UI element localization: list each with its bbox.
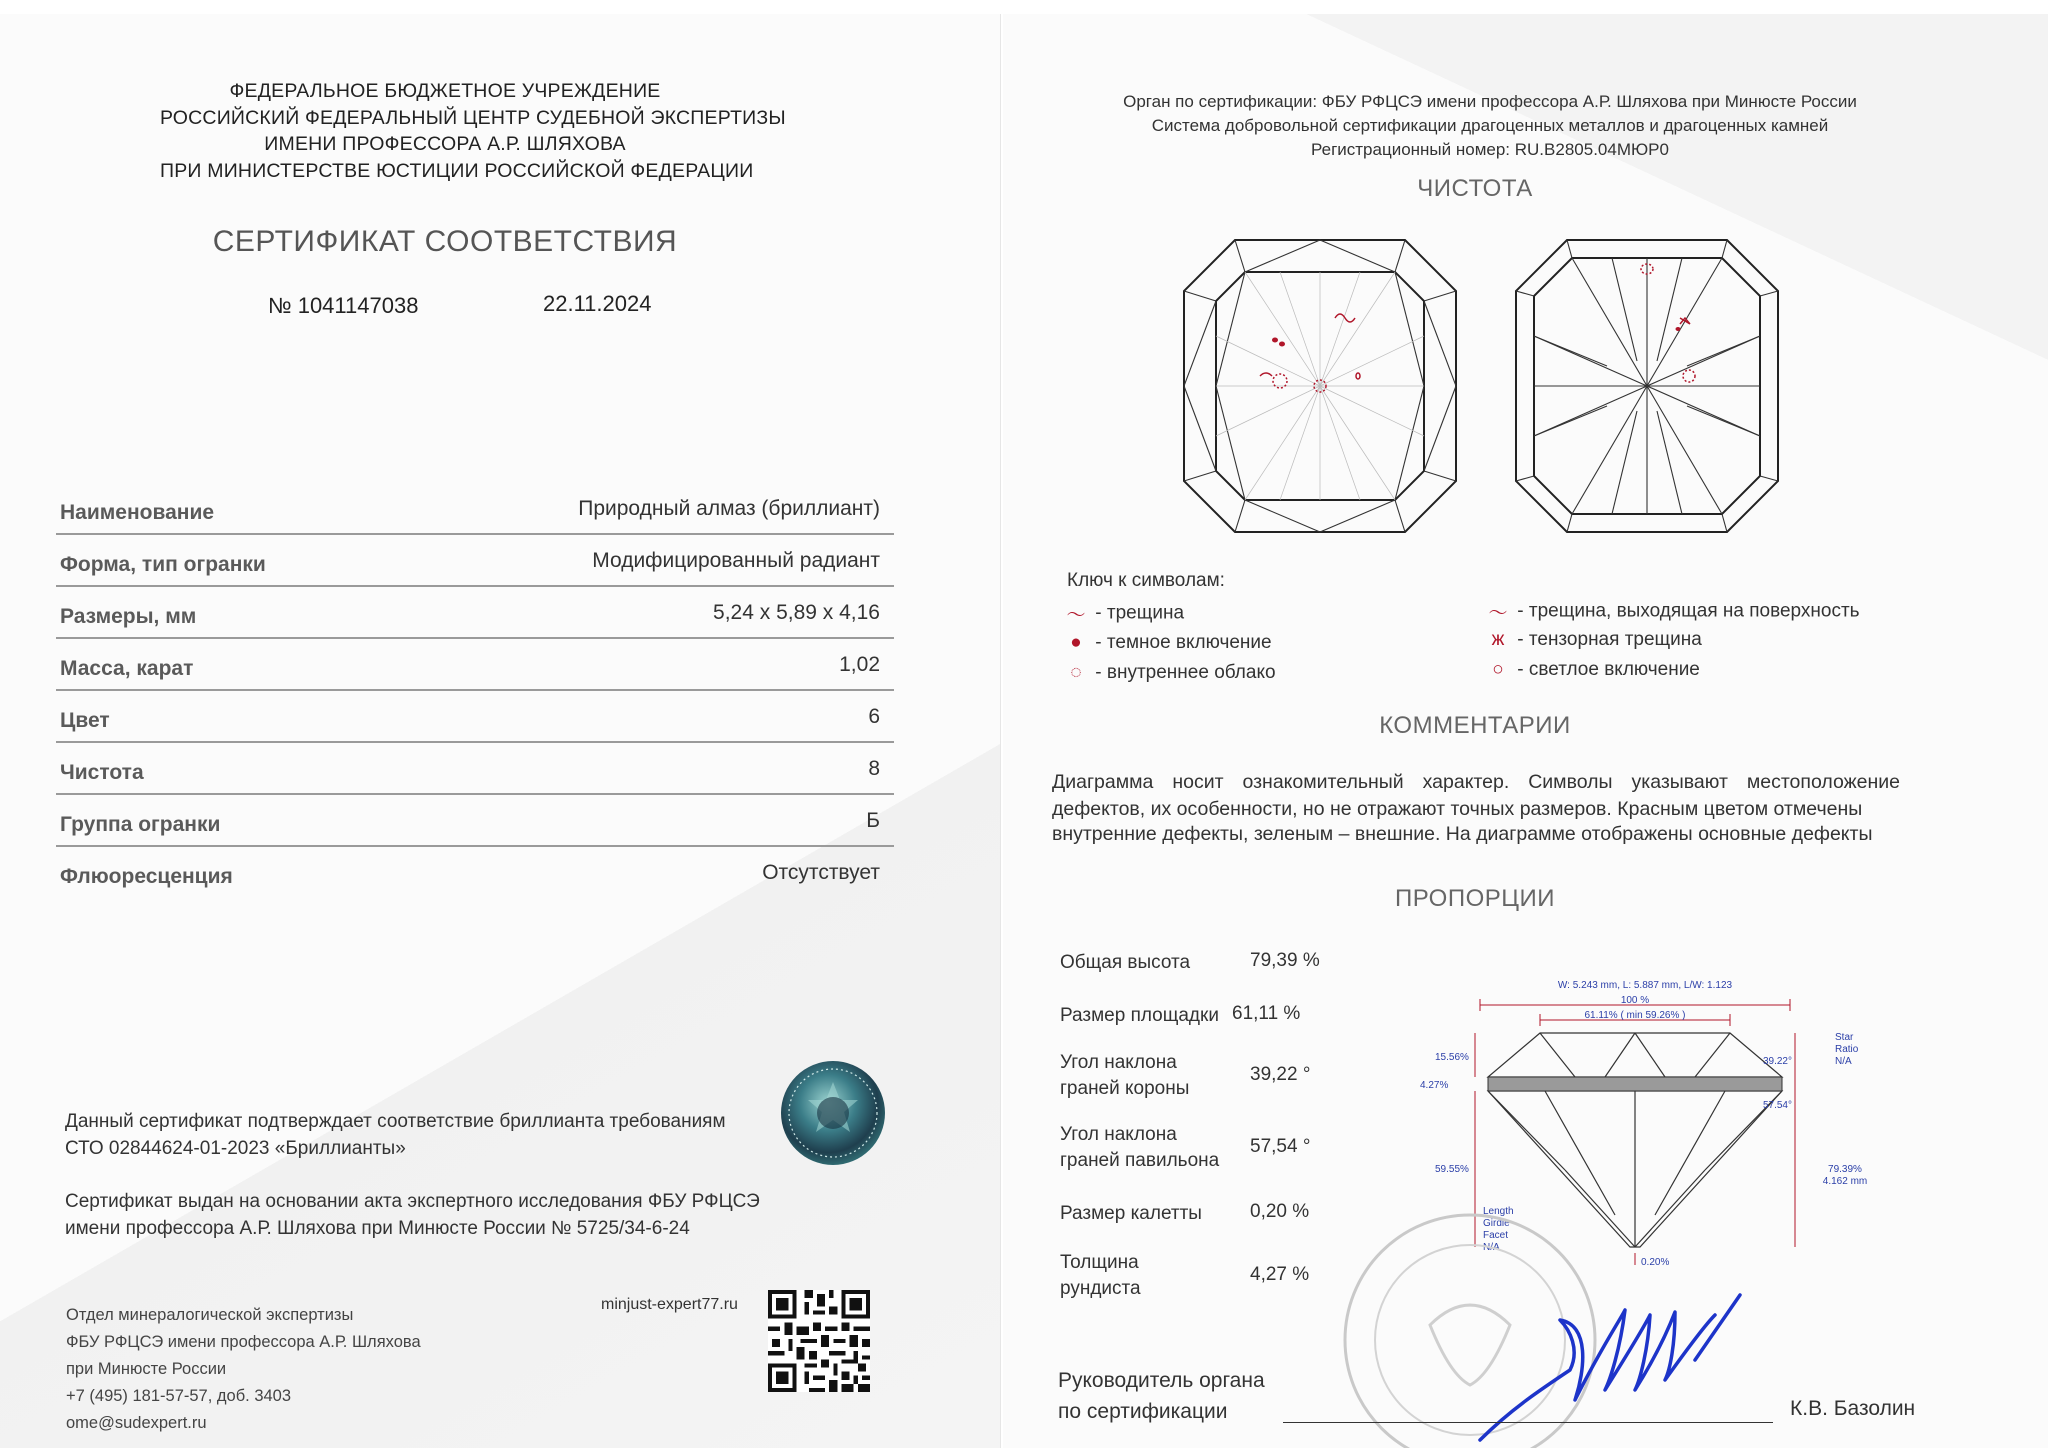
proportion-value: 0,20 % — [1250, 1201, 1310, 1222]
issuance-basis: Сертификат выдан на основании акта экспертного исследования ФБУ РФЦСЭ имени профессора А.Р. Шляхова при Минюсте России № 5725/34-6-24 — [65, 1191, 760, 1239]
signer-name: К.В. Базолин — [1790, 1397, 1916, 1420]
department-line: при Минюсте России — [66, 1360, 227, 1378]
tension-crack-symbol-icon: ж — [1491, 629, 1505, 650]
department-line: ФБУ РФЦСЭ имени профессора А.Р. Шляхова — [66, 1333, 421, 1351]
clarity-section-title: ЧИСТОТА — [1417, 175, 1533, 202]
department-contacts — [66, 1302, 421, 1437]
key-item-label: - трещина — [1095, 602, 1185, 624]
header-line: Регистрационный номер: RU.B2805.04МЮР0 — [1311, 140, 1669, 159]
property-value: Модифицированный радиант — [592, 549, 880, 572]
institution-line: ИМЕНИ ПРОФЕССОРА А.Р. ШЛЯХОВА — [264, 133, 626, 155]
profile-table-size: 61.11% ( min 59.26% ) — [1584, 1010, 1686, 1021]
property-label: Наименование — [60, 501, 215, 524]
signatory-title — [1058, 1365, 1265, 1427]
property-row — [56, 847, 894, 897]
profile-star-ratio-line: Ratio — [1835, 1044, 1859, 1055]
profile-total-depth: 79.39% — [1828, 1164, 1862, 1175]
profile-star-ratio-value: N/A — [1835, 1056, 1852, 1067]
comments-section-title: КОММЕНТАРИИ — [1379, 712, 1571, 739]
comments-text: Диаграмма носит ознакомительный характер. Символы указывают местоположение дефектов, их особенности, но не отражают точных размеров. Красным цветом отмечены — [1052, 771, 1900, 820]
key-item-internal-cloud — [1062, 662, 1276, 684]
profile-girdle-thickness: 4.27% — [1420, 1080, 1449, 1091]
clarity-plot-pavilion-view — [1512, 236, 1782, 536]
proportion-value: 39,22 ° — [1250, 1064, 1311, 1085]
department-email[interactable]: ome@sudexpert.ru — [66, 1414, 207, 1432]
proportion-value: 4,27 % — [1250, 1264, 1310, 1285]
key-item-label: - темное включение — [1095, 632, 1272, 654]
profile-total-depth-mm: 4.162 mm — [1822, 1176, 1868, 1187]
key-item-label: - трещина, выходящая на поверхность — [1517, 600, 1860, 622]
proportion-label: Размер площадки — [1060, 1005, 1219, 1026]
certificate-number: № 1041147038 — [268, 293, 419, 318]
website-link[interactable]: minjust-expert77.ru — [601, 1296, 738, 1313]
hologram-seal-icon — [780, 1060, 886, 1166]
property-row — [56, 795, 894, 847]
key-item-label: - тензорная трещина — [1517, 629, 1702, 651]
property-label: Флюоресценция — [60, 865, 233, 888]
proportions-section-title: ПРОПОРЦИИ — [1394, 885, 1556, 912]
property-value: 8 — [868, 757, 880, 780]
key-item-light-inclusion — [1484, 659, 1700, 681]
department-phone: +7 (495) 181-57-57, доб. 3403 — [66, 1387, 292, 1405]
profile-lgf-line: Facet — [1483, 1230, 1509, 1241]
comments-text-last-line: внутренние дефекты, зеленым – внешние. На диаграмме отображены основные дефекты — [1052, 823, 1873, 845]
surface-crack-symbol-icon: 〜 — [1488, 603, 1508, 624]
institution-line: РОССИЙСКИЙ ФЕДЕРАЛЬНЫЙ ЦЕНТР СУДЕБНОЙ ЭКСПЕРТИЗЫ — [160, 106, 786, 129]
light-inclusion-symbol-icon: ○ — [1492, 659, 1504, 680]
profile-pavilion-depth: 59.55% — [1435, 1164, 1469, 1175]
dark-inclusion-symbol-icon: ● — [1070, 632, 1082, 653]
signatory-title-line: Руководитель органа — [1058, 1369, 1265, 1392]
key-item-dark-inclusion — [1062, 632, 1272, 654]
property-label: Форма, тип огранки — [60, 553, 266, 576]
profile-crown-height: 15.56% — [1435, 1052, 1469, 1063]
key-item-tension-crack — [1484, 629, 1702, 651]
property-row — [56, 535, 894, 587]
signatory-title-line: по сертификации — [1058, 1400, 1228, 1423]
profile-pavilion-angle: 57.54° — [1762, 1100, 1792, 1111]
profile-total-width: 100 % — [1620, 995, 1650, 1006]
header-line: Орган по сертификации: ФБУ РФЦСЭ имени профессора А.Р. Шляхова при Минюсте России — [1123, 92, 1857, 111]
profile-crown-angle: 39.22° — [1762, 1056, 1792, 1067]
proportion-value: 61,11 % — [1232, 1003, 1301, 1024]
certificate-date: 22.11.2024 — [543, 291, 652, 316]
crack-symbol-icon: 〜 — [1066, 605, 1086, 626]
property-row — [56, 483, 894, 535]
proportion-value: 57,54 ° — [1250, 1136, 1311, 1157]
certificate-title: СЕРТИФИКАТ СООТВЕТСТВИЯ — [212, 225, 678, 258]
property-value: 1,02 — [839, 653, 880, 676]
profile-lgf-value: N/A — [1483, 1242, 1500, 1253]
key-item-label: - внутреннее облако — [1095, 662, 1276, 684]
property-value: Б — [866, 809, 880, 832]
institution-line: ФЕДЕРАЛЬНОЕ БЮДЖЕТНОЕ УЧРЕЖДЕНИЕ — [229, 80, 661, 102]
department-line: Отдел минералогической экспертизы — [66, 1306, 354, 1324]
profile-lgf-line: Girdle — [1483, 1218, 1510, 1229]
certification-body-header — [1040, 90, 1940, 162]
clarity-plot-crown-view — [1180, 236, 1460, 536]
property-value: 5,24 x 5,89 x 4,16 — [713, 601, 880, 624]
institution-header — [160, 78, 786, 184]
symbol-key-title: Ключ к символам: — [1067, 570, 1225, 591]
property-value: 6 — [868, 705, 880, 728]
property-row — [56, 743, 894, 795]
proportion-label: Размер калетты — [1060, 1203, 1202, 1224]
internal-cloud-symbol-icon: ◌ — [1070, 662, 1082, 683]
proportion-label: Толщина рундиста — [1060, 1252, 1141, 1299]
property-value: Отсутствует — [762, 861, 880, 884]
header-line: Система добровольной сертификации драгоценных металлов и драгоценных камней — [1151, 116, 1829, 135]
proportion-label: Общая высота — [1060, 952, 1191, 973]
property-value: Природный алмаз (бриллиант) — [578, 497, 880, 520]
profile-lgf-line: Length — [1483, 1206, 1514, 1217]
property-label: Группа огранки — [60, 813, 221, 836]
property-label: Цвет — [60, 709, 110, 732]
proportion-label: Угол наклона граней павильона — [1060, 1124, 1220, 1171]
property-label: Размеры, мм — [60, 605, 197, 628]
property-row — [56, 639, 894, 691]
proportion-value: 79,39 % — [1250, 950, 1320, 971]
property-row — [56, 691, 894, 743]
key-item-crack — [1062, 600, 1184, 627]
property-label: Масса, карат — [60, 657, 194, 680]
qr-code-icon[interactable] — [768, 1290, 870, 1392]
institution-line: ПРИ МИНИСТЕРСТВЕ ЮСТИЦИИ РОССИЙСКОЙ ФЕДЕРАЦИИ — [160, 159, 754, 182]
property-label: Чистота — [60, 761, 144, 784]
profile-star-ratio-line: Star — [1835, 1032, 1854, 1043]
conformity-statement: Данный сертификат подтверждает соответствие бриллианта требованиям СТО 02844624-01-2023 «Бриллианты» — [65, 1111, 726, 1159]
signature-line — [1283, 1422, 1773, 1423]
key-item-label: - светлое включение — [1517, 659, 1700, 681]
profile-dimensions: W: 5.243 mm, L: 5.887 mm, L/W: 1.123 — [1557, 980, 1733, 991]
properties-table — [56, 483, 894, 897]
property-row — [56, 587, 894, 639]
signature-icon — [1470, 1290, 1770, 1448]
proportion-label: Угол наклона граней короны — [1060, 1052, 1190, 1099]
profile-culet-size: 0.20% — [1641, 1257, 1670, 1268]
key-item-surface-crack — [1484, 598, 1860, 625]
